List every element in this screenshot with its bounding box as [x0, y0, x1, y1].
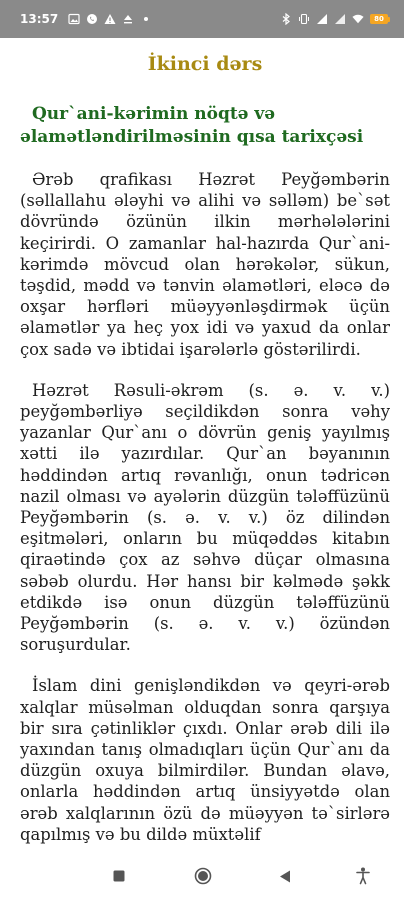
status-time: 13:57: [20, 12, 59, 26]
section-heading: Qur`ani-kərimin nöqtə və əlamətləndirilməsinin qısa tarixçəsi: [20, 104, 364, 147]
signal-icon: [316, 13, 328, 25]
battery-icon: [370, 14, 390, 24]
recent-apps-square-icon[interactable]: [109, 866, 129, 886]
paragraph-3: İslam dini genişləndikdən və qeyri-ərəb xalqlar müsəlman olduqdan sonra qarşıya bir sıra çətinliklər çıxdı. Onlar ərəb dili ilə yaxından tanış olmadıqları üçün Qur`anı da düzgün oxuya bilmirdilər. Bundan əlavə, onlarla həddindən artıq ünsiyyətdə olan ərəb xalqlarının özü də müəyyən tə`sirlərə qapılmış və bu dildə müxtəlif: [20, 676, 390, 844]
lesson-title: İkinci dərs: [147, 53, 263, 75]
back-triangle-icon[interactable]: [275, 866, 295, 886]
wifi-icon: [352, 13, 364, 25]
status-left-group: [20, 12, 152, 26]
signal-icon: [334, 13, 346, 25]
vibrate-icon: [298, 13, 310, 25]
status-right-group: [280, 13, 390, 25]
paragraph-1: Ərəb qrafikası Həzrət Peyğəmbərin (səllallahu ələyhi və alihi və səlləm) be`sət dövründə özünün ilkin mərhələlərini keçirirdi. O zamanlar hal-hazırda Qur`ani-kərimdə mövcud olan hərəkələr, sükun, təşdid, mədd və tənvin əlamətləri, eləcə də oxşar hərfləri müəyyənləşdirmək üçün əlamətlər ya heç yox idi və yaxud da onlar çox sadə və ibtidai işarələrlə göstərilirdi.: [20, 170, 390, 359]
bluetooth-icon: [280, 13, 292, 25]
alert-icon: [104, 13, 116, 25]
upload-icon: [122, 13, 134, 25]
status-bar: [0, 0, 404, 38]
lesson-content: [0, 38, 404, 852]
navigation-bar: [0, 852, 404, 900]
whatsapp-icon: [86, 13, 98, 25]
dot-icon: [140, 13, 152, 25]
home-circle-icon[interactable]: [193, 866, 213, 886]
paragraph-2: Həzrət Rəsuli-əkrəm (s. ə. v. v.) peyğəmbərliyə seçildikdən sonra vəhy yazanlar Qur`anı o dövrün geniş yayılmış xətti ilə yazırdılar. Qur`an bəyanının həddindən artıq rəvanlığı, onun tədricən nazil olması və ayələrin düzgün tələffüzünü Peyğəmbərin (s. ə. v. v.) öz dilindən eşitmələri, onların bu müqəddəs kitabın qiraətində çox az səhvə düçar olmasına səbəb olurdu. Hər hansı bir kəlmədə şəkk etdikdə isə onun düzgün tələffüzünü Peyğəmbərin (s. ə. v. v.) özündən soruşurdular.: [20, 380, 390, 655]
image-icon: [68, 13, 80, 25]
accessibility-icon[interactable]: [353, 866, 373, 886]
battery-level: 80: [370, 14, 388, 24]
